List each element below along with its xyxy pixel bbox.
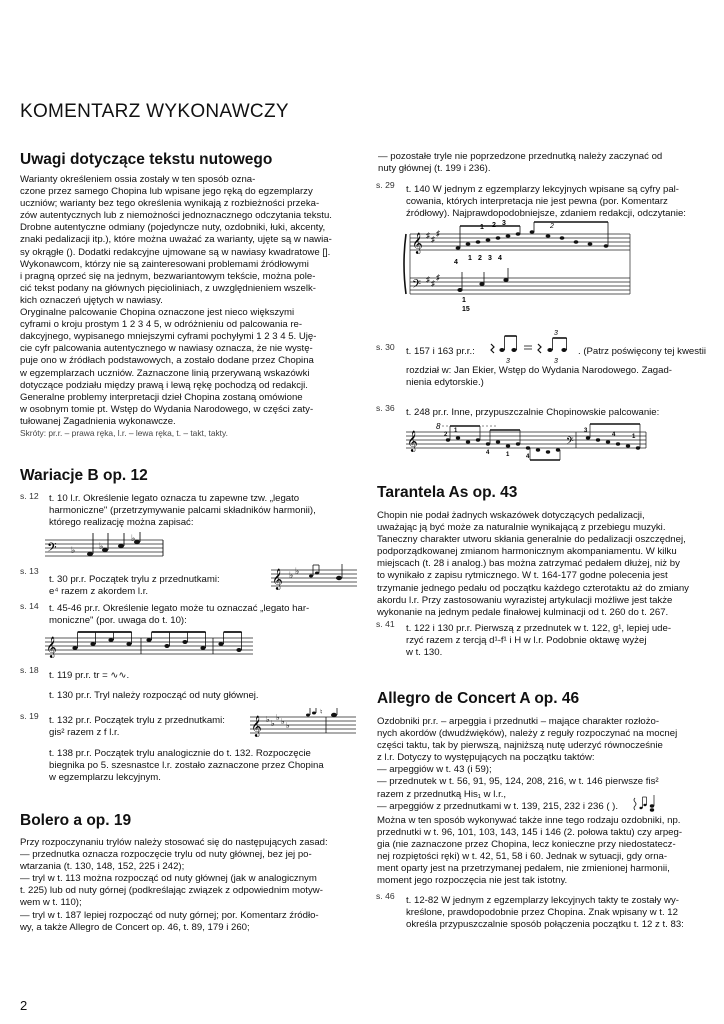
bolero-continuation (378, 151, 708, 175)
music-example-t30 (271, 562, 359, 594)
uwagi-line: cie cyfr palcowania autentycznego w nawiasy oznacza, że nie wystę- (20, 343, 313, 355)
tarantela-body (377, 510, 708, 619)
allegro-body (377, 716, 708, 813)
note-line: t. 138 pr.r. Początek trylu analogicznie do t. 132. Rozpoczęcie (49, 748, 311, 759)
uwagi-line: Drobne autentyczne odmiany (pojedyncze nuty, ozdobniki, łuki, akcenty, (20, 222, 326, 234)
svg-text:♭: ♭ (286, 721, 290, 730)
svg-text:3: 3 (554, 358, 558, 365)
allegro-body-2 (377, 815, 708, 888)
bolero-line: t. 225) lub od nuty górnej (podkreślając związek z odpowiednim motyw- (20, 885, 323, 897)
note-t122 (406, 623, 708, 659)
svg-text:♭: ♭ (71, 545, 76, 555)
allegro-line: moment jego rozpoczęcia nie jest tak istotny. (377, 875, 568, 887)
music-example-t248 (402, 420, 648, 462)
note-line: gis² razem z f l.r. (49, 727, 120, 739)
svg-text:4: 4 (612, 432, 616, 438)
note-line: moniczne" (por. uwaga do t. 10): (49, 615, 187, 627)
uwagi-line: dakcyjnego, wypisanego mniejszymi cyframi pochyłymi 1 2 3 4 5. Uję- (20, 331, 317, 343)
note-line: źródłowy). Najprawdopodobniejsze, zdaniem redakcji, odczytanie: (406, 208, 686, 220)
svg-text:2: 2 (550, 223, 554, 230)
svg-text:♭: ♭ (295, 566, 300, 576)
note-t130: t. 130 pr.r. Tryl należy rozpocząć od nuty głównej. (49, 690, 259, 701)
page-ref: s. 29 (376, 180, 395, 190)
note-line: t. 10 l.r. Określenie legato oznacza tu zapewne tzw. „legato (49, 493, 300, 504)
bolero-line: — tryl w t. 113 można rozpocząć od nuty głównej (jak w analogicznym (20, 873, 317, 885)
music-example-t157 (488, 330, 574, 366)
uwagi-line: czone przez samego Chopina lub wpisane jego ręką do egzemplarzy (20, 186, 313, 198)
note-t45 (49, 603, 359, 627)
uwagi-line: Generalne problemy interpretacji dzieł Chopina zostaną omówione (20, 391, 303, 403)
note-line: t. 45-46 pr.r. Określenie legato może tu oznaczać „legato har- (49, 603, 310, 614)
note-line: kreślone, prawdopodobnie przez Chopina. Znak wpisany w t. 12 (406, 907, 678, 919)
svg-text:1: 1 (454, 428, 458, 434)
note-line: w t. 130. (406, 647, 443, 659)
note-line: określa przypuszczalnie sposób połączenia początku t. 12 z t. 83: (406, 919, 684, 931)
cont-line: — pozostałe tryle nie poprzedzone przednutką należy zaczynać od (378, 151, 663, 162)
svg-text:15: 15 (462, 306, 470, 313)
allegro-line: Można w ten sposób wykonywać także inne tego rodzaju ozdobniki, np. (377, 815, 681, 826)
note-line: rzyć razem z tercją d¹-f¹ i H w l.r. Podobnie oktawę wyżej (406, 635, 647, 647)
page-ref: s. 36 (376, 403, 395, 413)
page-title: KOMENTARZ WYKONAWCZY (20, 101, 289, 122)
svg-text:4: 4 (498, 255, 502, 262)
tarantela-line: podporządkowanej zmianom harmonicznym akompaniamentu. W kilku (377, 546, 677, 558)
allegro-line: — przednutek w t. 56, 91, 95, 124, 208, 216, w t. 146 pierwsze fis² (377, 776, 659, 788)
uwagi-line: i pragną oprzeć się na jednym, bezwariantowym tekście, można pole- (20, 270, 316, 282)
uwagi-line: w egzemplarzach uczniów. Zaznaczone linią przerywaną wskazówki (20, 367, 310, 379)
uwagi-line: puje ono w źródłach podstawowych, a zostało dodane przez Chopina (20, 355, 314, 367)
svg-text:1: 1 (632, 434, 636, 440)
note-line: harmoniczne" (przetrzymywanie palcami składników harmonii), (49, 505, 316, 517)
note-t248: t. 248 pr.r. Inne, przypuszczalnie Chopinowskie palcowanie: (406, 407, 660, 418)
allegro-line: części taktu, tak by pierwszą, najniższą nutę uderzyć równocześnie (377, 740, 663, 752)
svg-text:♯: ♯ (431, 235, 435, 244)
svg-text:1: 1 (480, 224, 484, 231)
uwagi-line: Wykonawcom, którzy nie są zainteresowani problemami źródłowymi (20, 258, 309, 270)
page-ref: s. 13 (20, 566, 39, 576)
page-ref: s. 18 (20, 665, 39, 675)
allegro-line: gia (nie zaznaczone przez Chopina, lecz konieczne przy niedostatecz- (377, 839, 676, 851)
heading-uwagi: Uwagi dotyczące tekstu nutowego (20, 151, 273, 168)
svg-text:3: 3 (502, 220, 506, 227)
uwagi-line: cić tekst podany na głównych pięcioliniach, z uwzględnieniem wszelk- (20, 282, 316, 294)
svg-text:3: 3 (554, 330, 558, 337)
page-ref: s. 14 (20, 601, 39, 611)
svg-text:2: 2 (478, 255, 482, 262)
bolero-line: wy, a także Allegro de Concert op. 46, t. 89, 179 i 260; (20, 921, 250, 933)
svg-text:♭: ♭ (131, 533, 136, 543)
note-line: którego realizację można zapisać: (49, 517, 194, 529)
tarantela-line: akordu l.r. Przy zastosowaniu wyrazistej artykulacji możliwe jest także (377, 594, 673, 606)
note-line: rozdział w: Jan Ekier, Wstęp do Wydania Narodowego. Zagad- (406, 365, 673, 376)
allegro-line: nych akordów (dwudźwięków), należy z reguły rozpoczynać na mocnej (377, 728, 678, 740)
svg-text:4: 4 (486, 450, 490, 456)
bolero-body (20, 837, 357, 934)
note-line: e⁴ razem z akordem l.r. (49, 586, 149, 598)
note-line: t. 132 pr.r. Początek trylu z przednutkami: (49, 715, 225, 726)
note-t30 (49, 574, 269, 598)
note-line: w egzemplarzu lekcyjnym. (49, 772, 161, 784)
music-example-t140 (402, 220, 632, 318)
svg-text:𝄞: 𝄞 (46, 637, 57, 658)
svg-text:♭: ♭ (99, 541, 104, 551)
tarantela-line: trzymanie jednego pedału od początku każdego czterotaktu aż do zmiany (377, 582, 689, 594)
page-ref: s. 41 (376, 619, 395, 629)
uwagi-body (20, 174, 356, 428)
svg-text:3: 3 (584, 428, 588, 434)
note-t138 (49, 748, 357, 784)
uwagi-line: Oryginalne palcowanie Chopina oznaczone jest nieco większymi (20, 307, 295, 319)
music-example-t10 (45, 530, 165, 564)
cont-line: nuty głównej (t. 199 i 236). (378, 163, 491, 175)
note-line: t. 140 W jednym z egzemplarzy lekcyjnych wpisane są cyfry pal- (406, 184, 679, 195)
svg-text:4: 4 (526, 454, 530, 460)
page-number: 2 (20, 998, 28, 1013)
allegro-line: przednutki w t. 96, 101, 103, 143, 145 i 146 (2. połowa taktu) czy arpeg- (377, 827, 683, 839)
note-line: cowania, których interpretacja nie jest pewna (por. Komentarz (406, 196, 668, 208)
tarantela-line: wykonanie na jednym pedale finałowej kulminacji od t. 260 do t. 267. (377, 606, 669, 618)
svg-text:𝄞: 𝄞 (412, 233, 423, 254)
allegro-line: nej rozpiętości ręki) w t. 42, 51, 58 i 60. Jednak w sytuacji, gdy orna- (377, 851, 668, 863)
tarantela-line: Taneczny charakter utworu skłania generalnie do pedalizacji oszczędnej, (377, 534, 686, 546)
bolero-line: Przy rozpoczynaniu trylów należy stosować się do następujących zasad: (20, 837, 328, 848)
note-t10 (49, 493, 357, 529)
allegro-line: Ozdobniki pr.r. – arpeggia i przednutki – mające charakter rozłożo- (377, 716, 660, 727)
uwagi-line: Warianty określeniem ossia zostały w ten sposób ozna- (20, 174, 256, 185)
svg-text:4: 4 (454, 259, 458, 266)
bolero-line: wtarzania (t. 130, 148, 152, 225 i 242); (20, 861, 185, 873)
svg-text:2: 2 (492, 222, 496, 229)
svg-text:8: 8 (436, 422, 441, 431)
svg-text:♯: ♯ (426, 275, 430, 284)
svg-text:𝄢: 𝄢 (412, 278, 422, 294)
svg-text:1: 1 (468, 255, 472, 262)
note-line: t. 12-82 W jednym z egzemplarzy lekcyjnych takty te zostały wy- (406, 895, 679, 906)
svg-text:♯: ♯ (436, 229, 440, 238)
note-t12 (406, 895, 708, 931)
uwagi-line: znaki pedalizacji itp.), które można uważać za warianty, ujęte są w nawia- (20, 234, 332, 246)
uwagi-line: kich oznaczeń ujętych w nawiasy. (20, 294, 163, 306)
note-t119: t. 119 pr.r. tr = ∿∿. (49, 670, 130, 681)
allegro-line: — arpeggiów z przednutkami w t. 139, 215, 232 i 236 ( ). (377, 800, 619, 812)
svg-text:♭: ♭ (271, 719, 275, 728)
tarantela-line: miejscach (t. 28 i analog.) bas można zatrzymać pedałem dłużej, niż by (377, 558, 680, 570)
note-line: biegnika po 5. szesnastce l.r. zostało zaznaczone przez Chopina (49, 760, 324, 772)
note-t132 (49, 715, 249, 739)
allegro-line: razem z przednutką His₁ w l.r., (377, 788, 507, 800)
svg-text:2: 2 (444, 432, 448, 438)
skroty-note: Skróty: pr.r. – prawa ręka, l.r. – lewa ręka, t. – takt, takty. (20, 428, 228, 438)
note-line: t. 30 pr.r. Początek trylu z przednutkami: (49, 574, 220, 585)
tarantela-line: Chopin nie podał żadnych wskazówek dotyczących pedalizacji, (377, 510, 645, 521)
page-ref: s. 30 (376, 342, 395, 352)
svg-text:♭: ♭ (266, 715, 270, 724)
page-ref: s. 19 (20, 711, 39, 721)
music-example-t132 (250, 708, 358, 742)
svg-text:♭: ♭ (276, 713, 280, 722)
allegro-line: z l.r. Dotyczy to występujących na początku taktów: (377, 752, 595, 764)
uwagi-line: cyframi o kroju prostym 1 2 3 4 5, w odróżnieniu od palcowania re- (20, 319, 303, 331)
uwagi-line: sy okrągłe (). Dodatki redakcyjne ujmowane są w nawiasy kwadratowe []. (20, 246, 331, 258)
svg-text:3: 3 (506, 358, 510, 365)
note-line: t. 122 i 130 pr.r. Pierwszą z przednutek w t. 122, g¹, lepiej ude- (406, 623, 672, 634)
note-t157-c (406, 365, 708, 389)
svg-text:♭: ♭ (281, 717, 285, 726)
tarantela-line: uważając ją być może za naturalnie wynikającą z przebiegu muzyki. (377, 522, 666, 534)
music-example-t45 (45, 628, 255, 662)
page-ref: s. 46 (376, 891, 395, 901)
svg-text:𝄢: 𝄢 (566, 435, 574, 449)
uwagi-line: uczniów; warianty bez tego określenia wynikają z rozbieżności przeka- (20, 198, 320, 210)
heading-tarantela: Tarantela As op. 43 (377, 484, 518, 501)
svg-text:3: 3 (488, 255, 492, 262)
svg-text:𝄞: 𝄞 (272, 569, 283, 590)
svg-text:𝄞: 𝄞 (407, 431, 418, 452)
bolero-line: — tryl w t. 187 lepiej rozpocząć od nuty górnej; por. Komentarz źródło- (20, 909, 319, 921)
svg-text:♯: ♯ (431, 279, 435, 288)
svg-text:♮: ♮ (320, 709, 323, 716)
uwagi-line: tułowanej Zagadnienia wykonawcze. (20, 415, 176, 427)
heading-allegro: Allegro de Concert A op. 46 (377, 690, 580, 707)
uwagi-line: dotyczące podziału między prawą i lewą rękę pochodzą od redakcji. (20, 379, 308, 391)
bolero-line: — przednutka oznacza rozpoczęcie trylu od nuty głównej, bez jej po- (20, 849, 312, 861)
note-t157-b: . (Patrz poświęcony tej kwestii (578, 346, 706, 357)
svg-text:𝄢: 𝄢 (47, 540, 57, 558)
bolero-line: wem w t. 110); (20, 897, 82, 909)
svg-text:𝄞: 𝄞 (251, 716, 262, 737)
page-ref: s. 12 (20, 491, 39, 501)
svg-text:1: 1 (506, 452, 510, 458)
music-example-arpeggio-icon (632, 794, 658, 816)
svg-text:1: 1 (462, 297, 466, 304)
heading-bolero: Bolero a op. 19 (20, 812, 132, 829)
uwagi-line: zów autentycznych lub z niemożności jednoznacznego odczytania tekstu. (20, 210, 332, 222)
tarantela-line: to wynikało z zapisu rytmicznego. W t. 164-177 godne polecenia jest (377, 570, 668, 582)
svg-text:♯: ♯ (436, 273, 440, 282)
heading-wariacje: Wariacje B op. 12 (20, 467, 148, 484)
svg-text:♯: ♯ (426, 231, 430, 240)
svg-text:♭: ♭ (289, 570, 294, 580)
note-t157: t. 157 i 163 pr.r.: (406, 346, 475, 357)
allegro-line: ment oparty jest na przetrzymanej pedałem, nie zmienionej harmonii, (377, 863, 670, 875)
uwagi-line: w osobnym tomie pt. Wstęp do Wydania Narodowego, w części zaty- (20, 403, 314, 415)
allegro-line: — arpeggiów w t. 43 (i 59); (377, 764, 492, 776)
note-t140 (406, 184, 708, 220)
note-line: nienia edytorskie.) (406, 377, 484, 389)
